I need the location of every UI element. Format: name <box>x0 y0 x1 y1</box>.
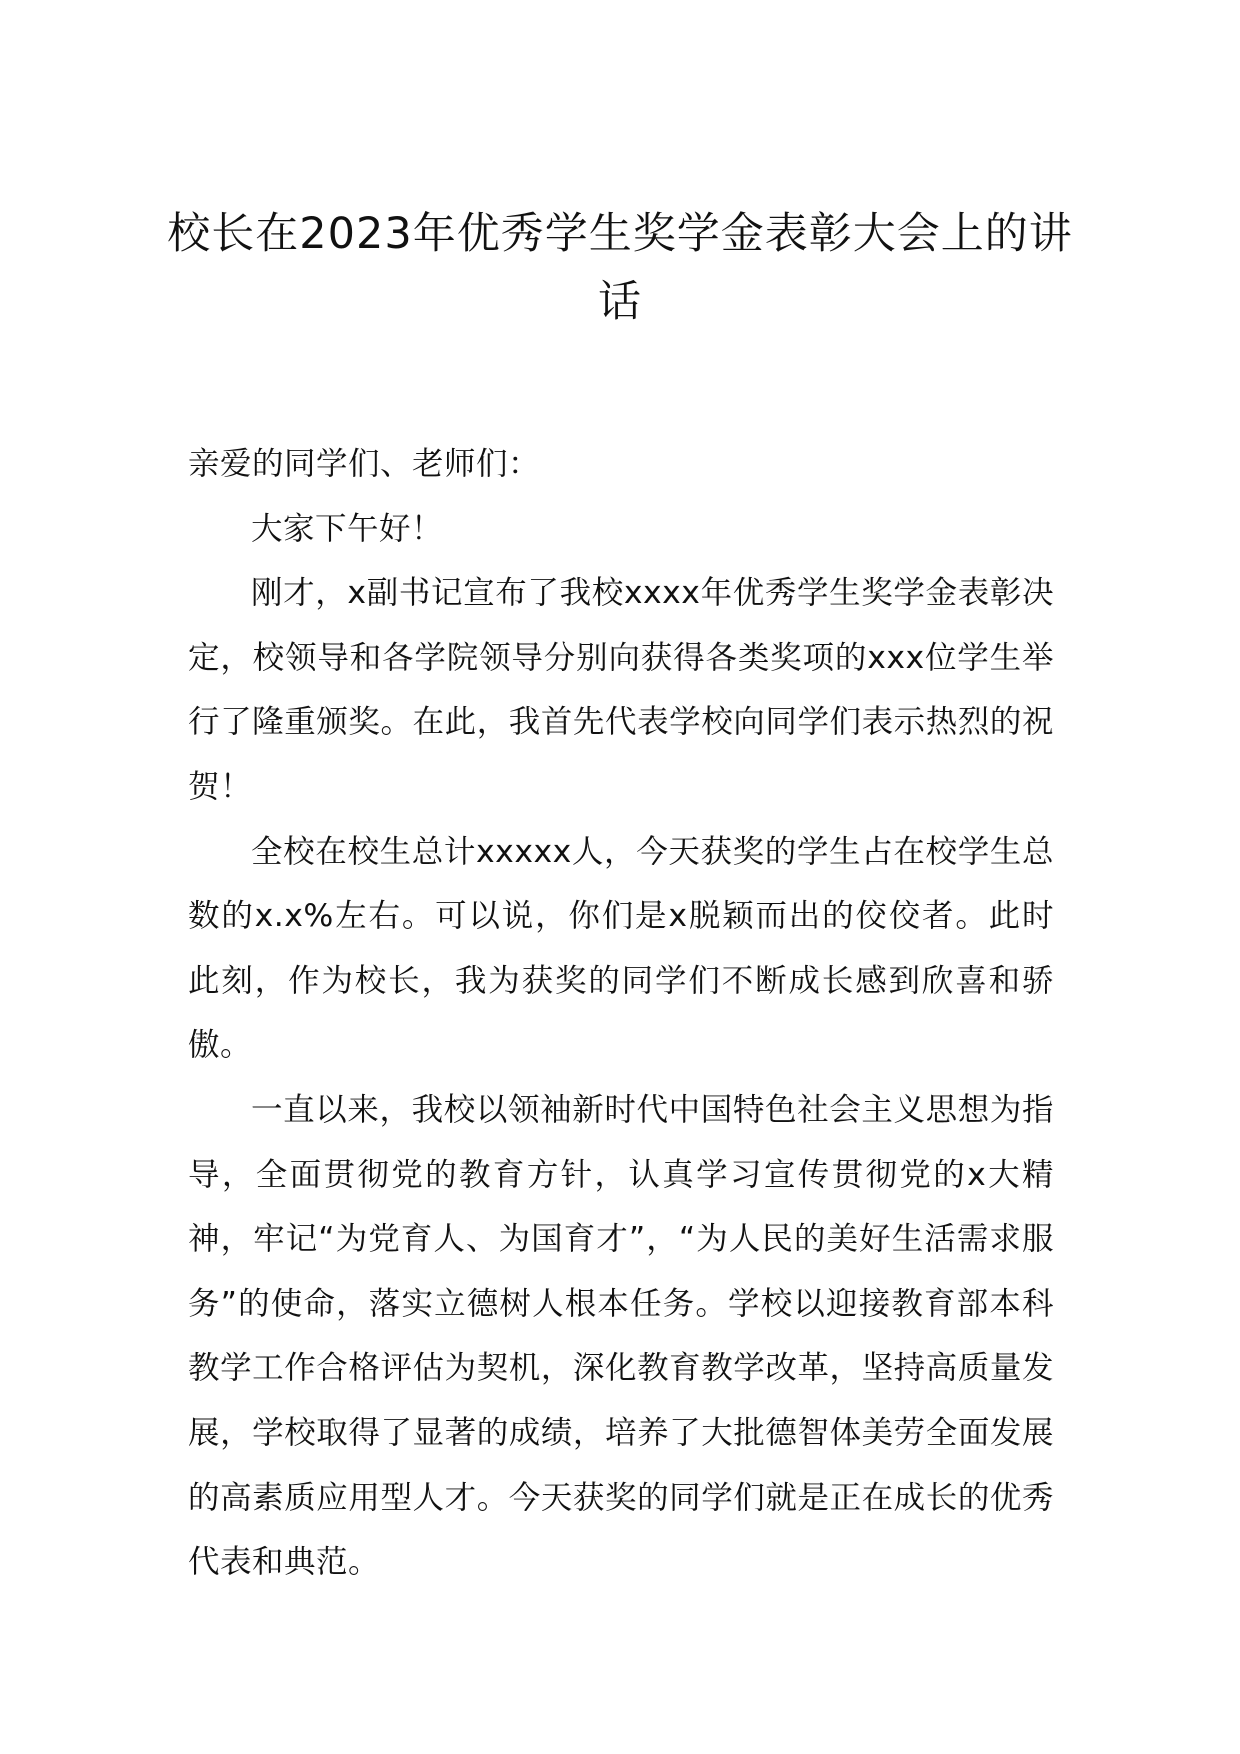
paragraph-announcement: 刚才，x副书记宣布了我校xxxx年优秀学生奖学金表彰决定，校领导和各学院领导分别向获得各类奖项的xxx位学生举行了隆重颁奖。在此，我首先代表学校向同学们表示热烈的祝贺！ <box>188 575 1054 805</box>
salutation: 亲爱的同学们、老师们： <box>188 446 541 482</box>
paragraph-greeting: 大家下午好！ <box>251 510 444 547</box>
paragraph-achievements: 一直以来，我校以领袖新时代中国特色社会主义思想为指导，全面贯彻党的教育方针，认真学习宣传贯彻党的x大精神，牢记“为党育人、为国育才”，“为人民的美好生活需求服务”的使命，落实立德树人根本任务。学校以迎接教育部本科教学工作合格评估为契机，深化教育教学改革，坚持高质量发展，学校取得了显著的成绩，培养了大批德智体美劳全面发展的高素质应用型人才。今天获奖的同学们就是正在成长的优秀代表和典范。 <box>188 1091 1054 1581</box>
document-title: 校长在2023年优秀学生奖学金表彰大会上的讲话 <box>167 209 1073 327</box>
paragraph-statistics: 全校在校生总计xxxxx人，今天获奖的学生占在校学生总数的x.x%左右。可以说，你们是x脱颖而出的佼佼者。此时此刻，作为校长，我为获奖的同学们不断成长感到欣喜和骄傲。 <box>188 833 1054 1064</box>
document-body <box>188 432 1054 1595</box>
